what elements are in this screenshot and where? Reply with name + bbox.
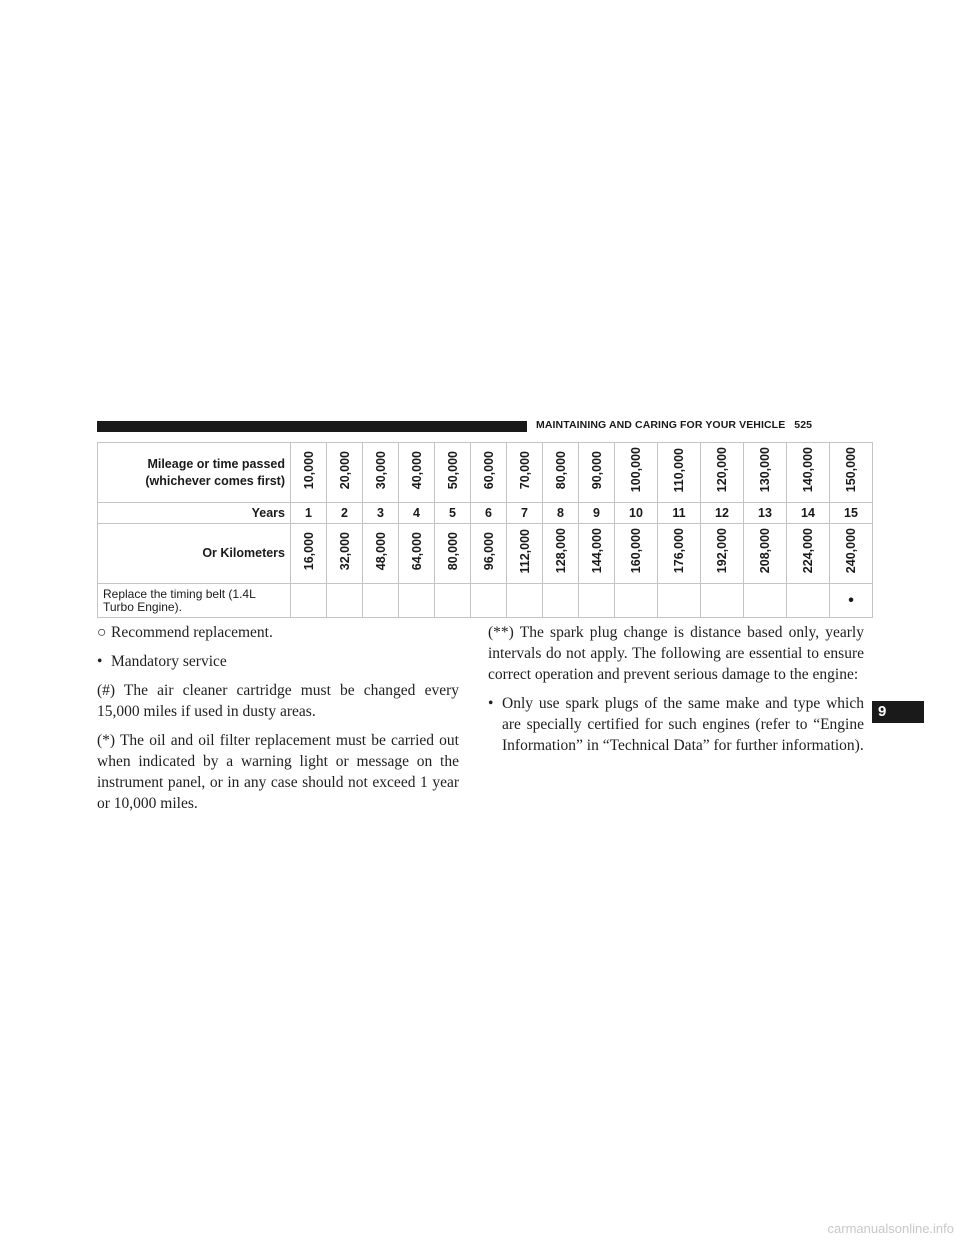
service-mark xyxy=(435,584,471,618)
mileage-cell: 110,000 xyxy=(658,443,701,503)
service-mark xyxy=(658,584,701,618)
kilometers-cell: 16,000 xyxy=(291,524,327,584)
service-mark xyxy=(471,584,507,618)
kilometers-cell: 32,000 xyxy=(327,524,363,584)
mileage-cell: 30,000 xyxy=(363,443,399,503)
maintenance-schedule-table xyxy=(97,442,873,618)
kilometers-cell: 192,000 xyxy=(701,524,744,584)
right-text-column xyxy=(488,622,864,764)
service-mark xyxy=(787,584,830,618)
mileage-cell: 20,000 xyxy=(327,443,363,503)
service-mark xyxy=(363,584,399,618)
mileage-cell: 60,000 xyxy=(471,443,507,503)
mileage-cell: 130,000 xyxy=(744,443,787,503)
kilometers-cell: 48,000 xyxy=(363,524,399,584)
kilometers-cell: 64,000 xyxy=(399,524,435,584)
section-tab: 9 xyxy=(872,701,924,723)
years-cell: 3 xyxy=(363,503,399,524)
kilometers-cell: 96,000 xyxy=(471,524,507,584)
watermark: carmanualsonline.info xyxy=(827,1221,954,1236)
kilometers-cell: 160,000 xyxy=(615,524,658,584)
mileage-row xyxy=(98,443,873,503)
mileage-label: Mileage or time passed (whichever comes first) xyxy=(98,443,291,503)
years-cell: 6 xyxy=(471,503,507,524)
years-cell: 11 xyxy=(658,503,701,524)
kilometers-cell: 208,000 xyxy=(744,524,787,584)
timing-belt-row xyxy=(98,584,873,618)
years-cell: 8 xyxy=(543,503,579,524)
mileage-cell: 120,000 xyxy=(701,443,744,503)
running-header xyxy=(536,419,866,431)
legend-recommend: ○ Recommend replacement. xyxy=(97,624,273,641)
years-cell: 13 xyxy=(744,503,787,524)
mileage-cell: 40,000 xyxy=(399,443,435,503)
service-mark xyxy=(744,584,787,618)
mileage-cell: 80,000 xyxy=(543,443,579,503)
mileage-cell: 140,000 xyxy=(787,443,830,503)
service-mark xyxy=(507,584,543,618)
spark-plug-note: (**) The spark plug change is distance based only, yearly intervals do not apply. The following are essential to ensure correct operation and prevent serious damage to the engine: xyxy=(488,624,864,683)
circle-icon: ○ xyxy=(97,624,107,641)
years-cell: 9 xyxy=(579,503,615,524)
mileage-cell: 90,000 xyxy=(579,443,615,503)
header-rule xyxy=(97,421,527,432)
years-cell: 1 xyxy=(291,503,327,524)
section-title: MAINTAINING AND CARING FOR YOUR VEHICLE xyxy=(536,419,786,431)
bullet-icon: • xyxy=(488,695,494,712)
page-number: 525 xyxy=(794,419,813,431)
service-mark xyxy=(615,584,658,618)
legend-mandatory: • Mandatory service xyxy=(97,653,227,670)
service-mark xyxy=(399,584,435,618)
years-cell: 2 xyxy=(327,503,363,524)
years-cell: 4 xyxy=(399,503,435,524)
oil-filter-note: (*) The oil and oil filter replacement must be carried out when indicated by a warning light or message on the instrument panel, or in any case should not exceed 1 year or 10,000 miles. xyxy=(97,732,459,812)
kilometers-cell: 80,000 xyxy=(435,524,471,584)
kilometers-label: Or Kilometers xyxy=(98,524,291,584)
mileage-cell: 70,000 xyxy=(507,443,543,503)
service-mark xyxy=(579,584,615,618)
mileage-cell: 10,000 xyxy=(291,443,327,503)
years-cell: 12 xyxy=(701,503,744,524)
years-cell: 10 xyxy=(615,503,658,524)
service-mark xyxy=(291,584,327,618)
air-cleaner-note: (#) The air cleaner cartridge must be changed every 15,000 miles if used in dusty areas. xyxy=(97,682,459,720)
mileage-cell: 150,000 xyxy=(830,443,873,503)
kilometers-cell: 144,000 xyxy=(579,524,615,584)
kilometers-cell: 240,000 xyxy=(830,524,873,584)
mileage-cell: 100,000 xyxy=(615,443,658,503)
kilometers-cell: 128,000 xyxy=(543,524,579,584)
service-mark xyxy=(327,584,363,618)
years-label: Years xyxy=(98,503,291,524)
years-cell: 7 xyxy=(507,503,543,524)
years-cell: 15 xyxy=(830,503,873,524)
bullet-icon: • xyxy=(97,653,103,670)
kilometers-row xyxy=(98,524,873,584)
years-row xyxy=(98,503,873,524)
service-mark xyxy=(701,584,744,618)
kilometers-cell: 112,000 xyxy=(507,524,543,584)
timing-belt-label: Replace the timing belt (1.4L Turbo Engine). xyxy=(98,584,291,618)
service-mark xyxy=(543,584,579,618)
mandatory-service-dot: • xyxy=(830,584,873,618)
years-cell: 5 xyxy=(435,503,471,524)
spark-plug-bullet: • Only use spark plugs of the same make and type which are specially certified for such engines (refer to “Engine Information” in “Technical Data” for further information). xyxy=(488,695,864,754)
left-text-column xyxy=(97,622,459,822)
mileage-cell: 50,000 xyxy=(435,443,471,503)
kilometers-cell: 176,000 xyxy=(658,524,701,584)
kilometers-cell: 224,000 xyxy=(787,524,830,584)
years-cell: 14 xyxy=(787,503,830,524)
